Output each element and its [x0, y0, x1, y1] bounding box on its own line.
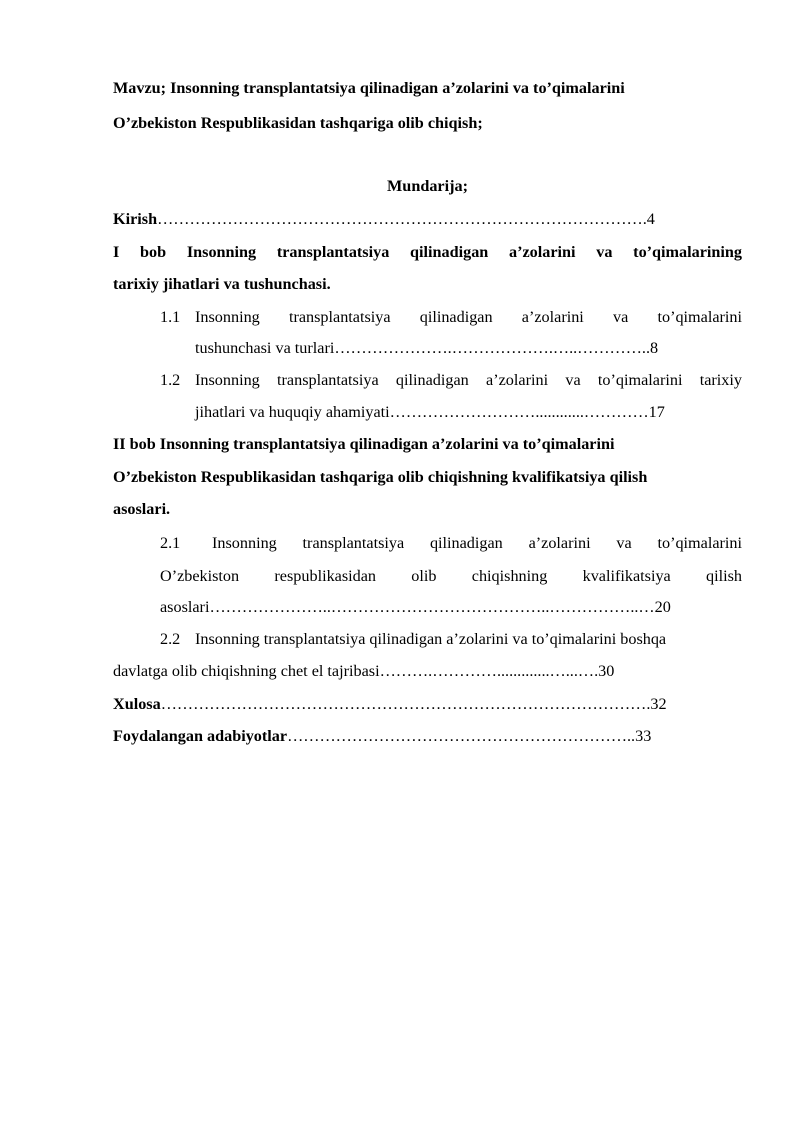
toc-title: Mundarija;: [387, 177, 468, 195]
toc-page-number: 4: [646, 210, 655, 228]
toc-page-number: 33: [635, 727, 652, 745]
toc-chapter-2-line-1[interactable]: II bob Insonning transplantatsiya qilinadigan a’zolarini va to’qimalarini: [113, 435, 615, 453]
toc-section-number: 1.2: [160, 371, 181, 389]
toc-section-number: 1.1: [160, 308, 181, 326]
toc-leader-dots: ………………………………………………………..: [287, 727, 636, 745]
toc-entry-xulosa[interactable]: [113, 694, 742, 714]
topic-line-1: Mavzu; Insonning transplantatsiya qilinadigan a’zolarini va to’qimalarini: [113, 79, 625, 97]
toc-entry-label: Foydalangan adabiyotlar: [113, 727, 288, 745]
toc-section-2-1-line-1[interactable]: [160, 533, 742, 553]
toc-section-number: 2.1: [160, 534, 181, 552]
toc-entry-label: Xulosa: [113, 695, 161, 713]
toc-leader-dots: ……………………………………………………………………………….: [160, 695, 651, 713]
toc-section-text: Insonning transplantatsiya qilinadigan a’zolarini va to’qimalarini: [212, 534, 742, 552]
toc-section-text: Insonning transplantatsiya qilinadigan a’zolarini va to’qimalarini boshqa: [195, 630, 667, 648]
toc-entry-label: Kirish: [113, 210, 158, 228]
toc-section-1-2-line-1[interactable]: [160, 370, 742, 390]
toc-section-1-2-line-2[interactable]: [195, 402, 742, 422]
toc-section-1-1-line-1[interactable]: [160, 307, 742, 327]
toc-section-2-2-line-1[interactable]: [160, 629, 742, 649]
toc-page-number: 20: [654, 598, 671, 616]
toc-section-text: jihatlari va huquqiy ahamiyati: [195, 403, 390, 421]
toc-section-text: Insonning transplantatsiya qilinadigan a’zolarini va to’qimalarini: [195, 308, 742, 326]
toc-section-2-2-line-2[interactable]: [113, 661, 742, 681]
toc-section-1-1-line-2[interactable]: [195, 338, 742, 358]
toc-section-2-1-line-2[interactable]: O’zbekiston respublikasidan olib chiqishning kvalifikatsiya qilish: [160, 567, 742, 585]
toc-section-2-1-line-3[interactable]: [160, 597, 742, 617]
toc-leader-dots: ………………………............…………: [389, 403, 649, 421]
toc-page-number: 17: [648, 403, 665, 421]
toc-section-text: Insonning transplantatsiya qilinadigan a’zolarini va to’qimalarini tarixiy: [195, 371, 742, 389]
toc-chapter-2-line-2[interactable]: O’zbekiston Respublikasidan tashqariga olib chiqishning kvalifikatsiya qilish: [113, 468, 648, 486]
toc-page-number: 32: [650, 695, 667, 713]
toc-chapter-1-line-1[interactable]: I bob Insonning transplantatsiya qilinadigan a’zolarini va to’qimalarining: [113, 243, 742, 261]
toc-leader-dots: ………………….……………….…..………….: [334, 339, 646, 357]
topic-line-2: O’zbekiston Respublikasidan tashqariga olib chiqish;: [113, 114, 483, 132]
toc-entry-foydalangan-adabiyotlar[interactable]: [113, 726, 742, 746]
toc-chapter-2-line-3[interactable]: asoslari.: [113, 500, 171, 518]
toc-section-number: 2.2: [160, 630, 181, 648]
toc-chapter-1-line-2[interactable]: tarixiy jihatlari va tushunchasi.: [113, 275, 331, 293]
toc-page-number: .8: [645, 339, 659, 357]
toc-entry-kirish[interactable]: [113, 209, 742, 229]
toc-leader-dots: ……….………….............…...….: [379, 662, 599, 680]
toc-leader-dots: …………………..…………………………………..……………..…: [209, 598, 655, 616]
toc-section-text: tushunchasi va turlari: [195, 339, 335, 357]
toc-section-text: davlatga olib chiqishning chet el tajribasi: [113, 662, 380, 680]
toc-leader-dots: ……………………………………………………………………………….: [157, 210, 647, 228]
toc-section-text: asoslari: [160, 598, 210, 616]
toc-page-number: 30: [598, 662, 615, 680]
